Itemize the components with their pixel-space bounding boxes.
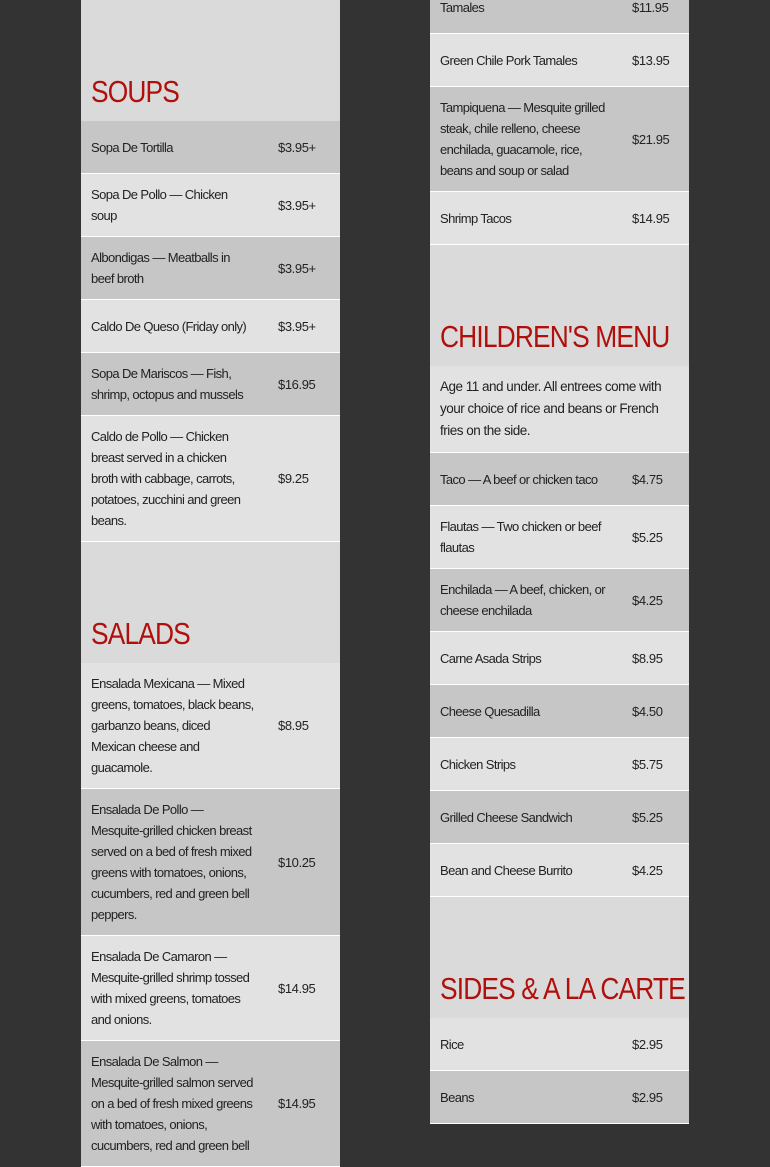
- sides-section-header: [430, 897, 689, 1018]
- menu-item-name: Bean and Cheese Burrito: [440, 862, 573, 878]
- menu-item-row: [430, 192, 689, 245]
- soups-list: [81, 121, 340, 542]
- menu-item-name: Ensalada Mexicana — Mixed greens, tomatoes, black beans, garbanzo beans, diced Mexican cheese and guacamole.: [91, 676, 254, 775]
- menu-item-row: [81, 936, 340, 1041]
- menu-item-name: Taco — A beef or chicken taco: [440, 471, 598, 487]
- menu-item-price: $4.25: [632, 592, 663, 608]
- menu-item-row: [81, 789, 340, 936]
- menu-item-row: [81, 121, 340, 174]
- menu-item-name: Beans: [440, 1089, 474, 1105]
- menu-item-row: [81, 353, 340, 416]
- menu-item-name: Grilled Cheese Sandwich: [440, 809, 573, 825]
- menu-item-name: Flautas — Two chicken or beef flautas: [440, 519, 601, 555]
- menu-item-row: [430, 506, 689, 569]
- children-intro: Age 11 and under. All entrees come with your choice of rice and beans or French fries on the side.: [430, 366, 689, 453]
- salads-list: [81, 663, 340, 1167]
- menu-item-row: [430, 791, 689, 844]
- menu-item-name: Carne Asada Strips: [440, 650, 542, 666]
- left-menu-column: [81, 0, 340, 1167]
- menu-item-price: $3.95+: [278, 139, 316, 155]
- menu-item-price: $4.75: [632, 471, 663, 487]
- menu-item-name: Tamales: [440, 0, 485, 15]
- menu-item-price: $4.25: [632, 862, 663, 878]
- menu-item-name: Rice: [440, 1036, 464, 1052]
- menu-item-price: $2.95: [632, 1036, 663, 1052]
- menu-item-name: Sopa De Mariscos — Fish, shrimp, octopus and mussels: [91, 366, 244, 402]
- menu-item-price: $8.95: [632, 650, 663, 666]
- menu-item-name: Ensalada De Salmon — Mesquite-grilled salmon served on a bed of fresh mixed greens with tomatoes, onions, cucumbers, red and green bell: [91, 1054, 253, 1153]
- menu-item-name: Ensalada De Pollo — Mesquite-grilled chicken breast served on a bed of fresh mixed greens with tomatoes, onions, cucumbers, red and green bell peppers.: [91, 802, 252, 922]
- sides-heading: SIDES & A LA CARTE: [440, 971, 685, 1006]
- menu-item-row: [430, 1018, 689, 1071]
- menu-item-name: Tampiquena — Mesquite grilled steak, chile relleno, cheese enchilada, guacamole, rice, beans and soup or salad: [440, 100, 605, 178]
- menu-item-price: $5.25: [632, 529, 663, 545]
- menu-item-name: Ensalada De Camaron — Mesquite-grilled shrimp tossed with mixed greens, tomatoes and onions.: [91, 949, 250, 1027]
- menu-item-price: $13.95: [632, 52, 670, 68]
- menu-item-name: Cheese Quesadilla: [440, 703, 540, 719]
- menu-item-name: Sopa De Tortilla: [91, 139, 173, 155]
- menu-item-row: [81, 416, 340, 542]
- menu-item-name: Enchilada — A beef, chicken, or cheese enchilada: [440, 582, 605, 618]
- menu-item-price: $14.95: [632, 210, 670, 226]
- menu-item-price: $2.95: [632, 1089, 663, 1105]
- menu-item-price: $5.25: [632, 809, 663, 825]
- children-heading: CHILDREN'S MENU: [440, 319, 670, 354]
- menu-item-price: $9.25: [278, 471, 309, 486]
- menu-item-name: Green Chile Pork Tamales: [440, 52, 578, 68]
- menu-item-price: $3.95+: [278, 197, 316, 213]
- menu-item-name: Shrimp Tacos: [440, 210, 512, 226]
- menu-item-row: [430, 685, 689, 738]
- menu-item-row: [430, 87, 689, 192]
- soups-section-header: [81, 0, 340, 121]
- menu-item-price: $3.95+: [278, 318, 316, 334]
- menu-item-row: [81, 663, 340, 789]
- menu-item-name: Chicken Strips: [440, 756, 516, 772]
- menu-item-row: [430, 0, 689, 34]
- menu-item-row: [430, 632, 689, 685]
- menu-item-name: Caldo De Queso (Friday only): [91, 318, 247, 334]
- menu-item-price: $4.50: [632, 703, 663, 719]
- salads-section-header: [81, 542, 340, 663]
- menu-item-price: $14.95: [278, 1096, 316, 1111]
- menu-item-row: [81, 300, 340, 353]
- menu-item-price: $5.75: [632, 756, 663, 772]
- menu-item-row: [430, 34, 689, 87]
- menu-item-price: $11.95: [632, 0, 669, 15]
- menu-item-name: Sopa De Pollo — Chicken soup: [91, 187, 228, 223]
- entrees-list: [430, 0, 689, 245]
- menu-item-row: [430, 569, 689, 632]
- salads-heading: SALADS: [91, 616, 190, 651]
- menu-item-price: $14.95: [278, 980, 316, 996]
- menu-item-row: [430, 453, 689, 506]
- menu-item-price: $8.95: [278, 718, 309, 733]
- right-menu-column: [430, 0, 689, 1124]
- menu-item-name: Caldo de Pollo — Chicken breast served in a chicken broth with cabbage, carrots, potatoes, zucchini and green beans.: [91, 429, 241, 528]
- menu-item-name: Albondigas — Meatballs in beef broth: [91, 250, 230, 286]
- menu-item-row: [430, 1071, 689, 1124]
- sides-list: [430, 1018, 689, 1124]
- menu-item-price: $10.25: [278, 854, 316, 870]
- menu-item-price: $21.95: [632, 131, 670, 147]
- menu-item-row: [430, 844, 689, 897]
- menu-item-row: [81, 174, 340, 237]
- menu-item-row: [81, 237, 340, 300]
- children-list: [430, 453, 689, 897]
- children-section-header: [430, 245, 689, 366]
- menu-item-row: [81, 1041, 340, 1167]
- menu-item-row: [430, 738, 689, 791]
- soups-heading: SOUPS: [91, 74, 180, 109]
- menu-item-price: $3.95+: [278, 260, 316, 276]
- menu-item-price: $16.95: [278, 376, 316, 392]
